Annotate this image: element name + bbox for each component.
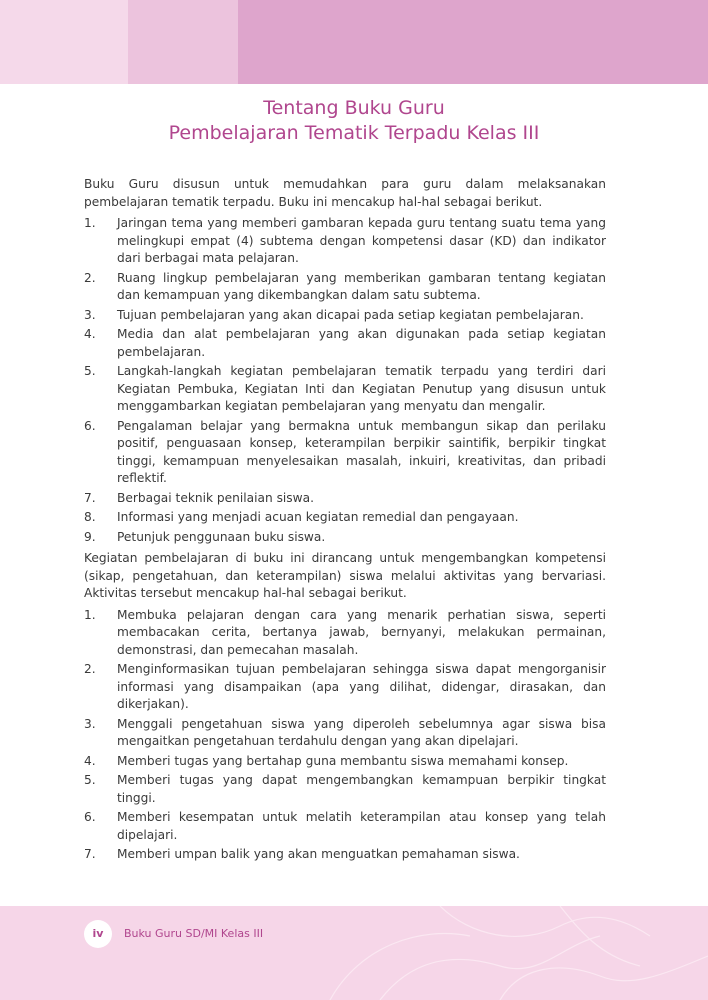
page-subtitle: Pembelajaran Tematik Terpadu Kelas III <box>168 122 540 144</box>
list-item <box>84 772 606 807</box>
page-content <box>84 176 606 868</box>
list-item <box>84 418 606 488</box>
list-number: 1. <box>84 216 96 230</box>
list-text: Memberi tugas yang dapat mengembangkan kemampuan berpikir tingkat tinggi. <box>117 773 606 805</box>
page-number-badge: iv <box>84 920 112 948</box>
activities-paragraph: Kegiatan pembelajaran di buku ini dirancang untuk mengembangkan kompetensi (sikap, pengetahuan, dan keterampilan) siswa melalui aktivitas yang bervariasi. Aktivitas tersebut mencakup hal-hal sebagai berikut. <box>84 551 606 600</box>
list-item <box>84 215 606 268</box>
list-number: 2. <box>84 662 96 676</box>
list-text: Memberi tugas yang bertahap guna membantu siswa memahami konsep. <box>117 753 569 768</box>
list-item <box>84 509 606 527</box>
header-banner <box>0 0 708 84</box>
list-number: 9. <box>84 529 96 544</box>
list-number: 8. <box>84 510 96 524</box>
list-item <box>84 270 606 305</box>
header-block-dark <box>238 0 708 84</box>
list-text: Berbagai teknik penilaian siswa. <box>117 490 314 505</box>
header-block-mid <box>128 0 238 84</box>
list-text: Memberi kesempatan untuk melatih keterampilan atau konsep yang telah dipelajari. <box>117 810 606 842</box>
list-text: Petunjuk penggunaan buku siswa. <box>117 529 326 544</box>
list-item <box>84 529 606 547</box>
footer-banner <box>0 906 708 1000</box>
footer-decoration <box>0 906 708 1000</box>
list-text: Ruang lingkup pembelajaran yang memberikan gambaran tentang kegiatan dan kemampuan yang dikembangkan dalam satu subtema. <box>117 270 606 302</box>
list-number: 7. <box>84 847 96 861</box>
list-text: Jaringan tema yang memberi gambaran kepada guru tentang suatu tema yang melingkupi empat (4) subtema dengan kompetensi dasar (KD) dan indikator dari berbagai mata pelajaran. <box>117 216 606 265</box>
list-item <box>84 846 606 864</box>
list-text: Informasi yang menjadi acuan kegiatan remedial dan pengayaan. <box>117 510 519 524</box>
list-number: 4. <box>84 753 96 768</box>
list-text: Pengalaman belajar yang bermakna untuk membangun sikap dan perilaku positif, penguasaan konsep, keterampilan berpikir saintifik, berpikir tingkat tinggi, kemampuan menyelesaikan masalah, inkuiri, kreativitas, dan pribadi reflektif. <box>117 418 606 485</box>
list-item <box>84 363 606 416</box>
list-number: 6. <box>84 418 96 433</box>
intro-paragraph: Buku Guru disusun untuk memudahkan para guru dalam melaksanakan pembelajaran tematik terpadu. Buku ini mencakup hal-hal sebagai berikut. <box>84 177 606 209</box>
list-item <box>84 661 606 714</box>
list-number: 5. <box>84 773 96 787</box>
list-text: Menggali pengetahuan siswa yang diperoleh sebelumnya agar siswa bisa mengaitkan pengetahuan terdahulu dengan yang akan dipelajari. <box>117 716 606 748</box>
header-block-light <box>0 0 128 84</box>
list-text: Tujuan pembelajaran yang akan dicapai pada setiap kegiatan pembelajaran. <box>117 307 584 322</box>
footer-book-title: Buku Guru SD/MI Kelas III <box>124 927 264 940</box>
list-number: 7. <box>84 490 96 505</box>
list-text: Langkah-langkah kegiatan pembelajaran tematik terpadu yang terdiri dari Kegiatan Pembuka, Kegiatan Inti dan Kegiatan Penutup yang disusun untuk menggambarkan kegiatan pembelajaran yang menyatu dan mengalir. <box>117 364 606 413</box>
list-number: 4. <box>84 327 96 341</box>
list-number: 3. <box>84 307 96 322</box>
contents-list <box>84 215 606 546</box>
list-number: 3. <box>84 716 96 731</box>
list-item <box>84 753 606 771</box>
list-text: Membuka pelajaran dengan cara yang menarik perhatian siswa, seperti membacakan cerita, bertanya jawab, bernyanyi, melakukan permainan, demonstrasi, dan pemecahan masalah. <box>117 607 606 657</box>
list-number: 2. <box>84 270 96 285</box>
list-item <box>84 490 606 508</box>
list-item <box>84 809 606 844</box>
list-item <box>84 716 606 751</box>
list-number: 6. <box>84 810 96 824</box>
list-text: Memberi umpan balik yang akan menguatkan pemahaman siswa. <box>117 847 520 861</box>
list-text: Menginformasikan tujuan pembelajaran sehingga siswa dapat mengorganisir informasi yang disampaikan (apa yang dilihat, didengar, dirasakan, dan dikerjakan). <box>117 662 606 711</box>
list-number: 5. <box>84 364 96 378</box>
list-text: Media dan alat pembelajaran yang akan digunakan pada setiap kegiatan pembelajaran. <box>117 327 606 359</box>
list-item <box>84 607 606 660</box>
list-item <box>84 326 606 361</box>
list-item <box>84 307 606 325</box>
page-title: Tentang Buku Guru <box>263 97 445 119</box>
list-number: 1. <box>84 607 96 622</box>
activities-list <box>84 607 606 864</box>
